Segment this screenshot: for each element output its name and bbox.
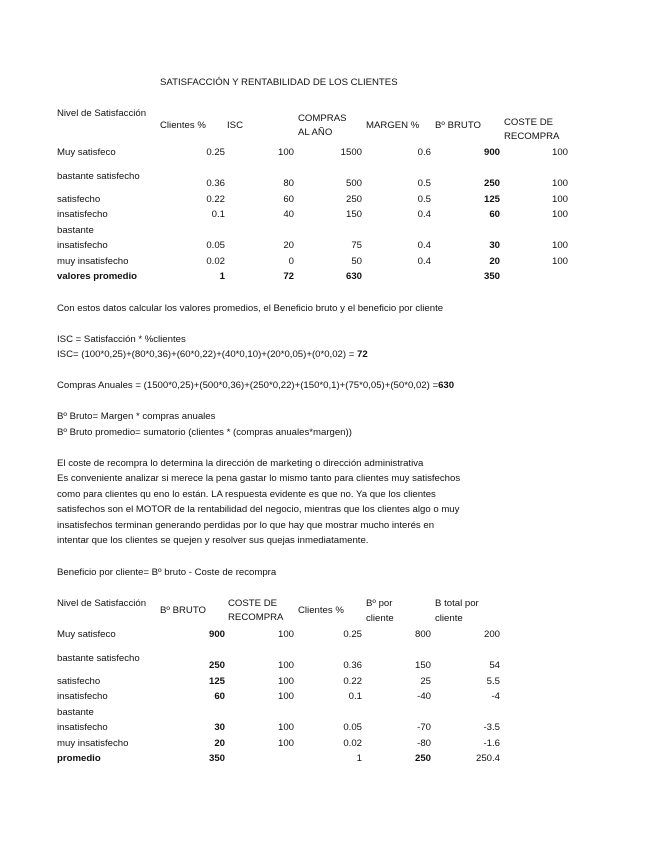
cell-clientes: 0.02: [206, 256, 225, 267]
paragraph-line: insatisfechos terminan generando perdidas por lo que hay que mostrar mucho interés en: [57, 520, 435, 531]
isc-result: 72: [357, 349, 368, 360]
cell-compras: 500: [345, 178, 362, 189]
cell-coste: 100: [277, 660, 294, 671]
cell-margen: 0.4: [417, 240, 431, 251]
paragraph-line: intentar que los clientes se quejen y resolver sus quejas inmediatamente.: [57, 535, 369, 546]
cell-bruto: 125: [208, 676, 225, 687]
row-label-2: insatisfecho: [57, 240, 108, 251]
cell-bpor: 800: [414, 629, 431, 640]
cell-coste: 100: [551, 256, 568, 267]
row-label: Muy satisfeco: [57, 147, 116, 158]
header-compras-2: AL AÑO: [298, 127, 333, 138]
cell-clientes: 1: [356, 753, 362, 764]
header-coste: COSTE DE: [228, 598, 278, 609]
cell-coste: 100: [551, 178, 568, 189]
cell-bruto: 900: [208, 629, 225, 640]
cell-isc: 0: [288, 256, 294, 267]
row-label: promedio: [57, 753, 101, 764]
cell-bruto: 30: [214, 722, 225, 733]
paragraph-line: El coste de recompra lo determina la dirección de marketing o dirección administrativa: [57, 458, 424, 469]
compras-calculation: [57, 380, 454, 391]
cell-btotal: 250.4: [475, 753, 500, 764]
cell-bpor: 150: [414, 660, 431, 671]
paragraph-line: satisfechos son el MOTOR de la rentabilidad del negocio, mientras que los clientes algo o muy: [57, 504, 460, 515]
header-coste-2: RECOMPRA: [228, 612, 284, 623]
isc-calculation: [57, 349, 368, 360]
cell-clientes: 0.36: [343, 660, 362, 671]
header-nivel: Nivel de Satisfacción: [57, 108, 147, 119]
cell-clientes: 0.22: [343, 676, 362, 687]
cell-margen: 0.5: [417, 178, 431, 189]
row-label: insatisfecho: [57, 209, 108, 220]
cell-clientes: 0.1: [211, 209, 225, 220]
cell-clientes: 0.02: [343, 738, 362, 749]
cell-margen: 0.4: [417, 209, 431, 220]
beneficio-formula: Beneficio por cliente= Bº bruto - Coste de recompra: [57, 567, 277, 578]
cell-clientes: 0.22: [206, 194, 225, 205]
header-compras: COMPRAS: [298, 113, 347, 124]
cell-btotal: 5.5: [486, 676, 500, 687]
compras-calc-text: Compras Anuales = (1500*0,25)+(500*0,36)+(250*0,22)+(150*0,1)+(75*0,05)+(50*0,02) =: [57, 380, 439, 391]
cell-compras: 250: [345, 194, 362, 205]
row-label: bastante satisfecho: [57, 653, 140, 664]
cell-bpor: 250: [414, 753, 431, 764]
compras-result: 630: [438, 380, 455, 391]
cell-coste: 100: [277, 722, 294, 733]
row-label: insatisfecho: [57, 691, 108, 702]
cell-isc: 100: [277, 147, 294, 158]
cell-bruto: 20: [214, 738, 225, 749]
header-clientes: Clientes %: [298, 605, 344, 616]
row-label: bastante satisfecho: [57, 171, 140, 182]
cell-bruto: 900: [483, 147, 500, 158]
cell-btotal: -4: [491, 691, 500, 702]
cell-btotal: 54: [489, 660, 500, 671]
paragraph-line: Es conveniente analizar si merece la pena gastar lo mismo tanto para clientes muy satisfechos: [57, 473, 461, 484]
cell-clientes: 1: [219, 271, 225, 282]
cell-bruto: 125: [483, 194, 500, 205]
cell-bruto: 350: [483, 271, 500, 282]
header-isc: ISC: [227, 120, 243, 131]
bruto-formula: Bº Bruto= Margen * compras anuales: [57, 411, 216, 422]
row-label: satisfecho: [57, 194, 101, 205]
cell-bruto: 60: [489, 209, 500, 220]
header-clientes: Clientes %: [160, 120, 206, 131]
row-label: bastante: [57, 225, 94, 236]
cell-isc: 72: [283, 271, 294, 282]
cell-isc: 80: [283, 178, 294, 189]
cell-coste: 100: [551, 147, 568, 158]
header-margen: MARGEN %: [366, 120, 420, 131]
cell-coste: 100: [277, 676, 294, 687]
header-bruto: Bº BRUTO: [435, 120, 481, 131]
cell-compras: 50: [351, 256, 362, 267]
cell-isc: 60: [283, 194, 294, 205]
cell-clientes: 0.05: [206, 240, 225, 251]
row-label: valores promedio: [57, 271, 137, 282]
bruto-promedio-formula: Bº Bruto promedio= sumatorio (clientes * (compras anuales*margen)): [57, 427, 352, 438]
header-coste-2: RECOMPRA: [504, 131, 560, 142]
header-bruto: Bº BRUTO: [160, 605, 206, 616]
cell-bpor: -40: [417, 691, 431, 702]
cell-clientes: 0.1: [348, 691, 362, 702]
cell-compras: 630: [345, 271, 362, 282]
cell-bruto: 250: [208, 660, 225, 671]
cell-clientes: 0.36: [206, 178, 225, 189]
cell-bpor: 25: [420, 676, 431, 687]
cell-margen: 0.6: [417, 147, 431, 158]
cell-compras: 75: [351, 240, 362, 251]
cell-coste: 100: [551, 194, 568, 205]
header-btotal: B total por: [435, 598, 479, 609]
cell-clientes: 0.25: [206, 147, 225, 158]
cell-btotal: -1.6: [483, 738, 500, 749]
header-btotal-2: cliente: [435, 613, 463, 624]
row-label-2: insatisfecho: [57, 722, 108, 733]
cell-coste: 100: [277, 691, 294, 702]
page-title: SATISFACCIÓN Y RENTABILIDAD DE LOS CLIENTES: [160, 77, 398, 88]
header-coste: COSTE DE: [504, 117, 554, 128]
paragraph-line: como para clientes qu eno lo están. LA respuesta evidente es que no. Ya que los clientes: [57, 489, 436, 500]
row-label: Muy satisfeco: [57, 629, 116, 640]
cell-btotal: -3.5: [483, 722, 500, 733]
cell-compras: 150: [345, 209, 362, 220]
cell-clientes: 0.25: [343, 629, 362, 640]
row-label: muy insatisfecho: [57, 256, 129, 267]
cell-bruto: 60: [214, 691, 225, 702]
row-label: bastante: [57, 707, 94, 718]
cell-bpor: -80: [417, 738, 431, 749]
cell-bruto: 30: [489, 240, 500, 251]
cell-coste: 100: [551, 209, 568, 220]
cell-bruto: 350: [208, 753, 225, 764]
cell-bruto: 250: [483, 178, 500, 189]
cell-compras: 1500: [340, 147, 362, 158]
cell-coste: 100: [551, 240, 568, 251]
cell-coste: 100: [277, 738, 294, 749]
cell-coste: 100: [277, 629, 294, 640]
isc-formula: ISC = Satisfacción * %clientes: [57, 334, 186, 345]
cell-btotal: 200: [483, 629, 500, 640]
cell-clientes: 0.05: [343, 722, 362, 733]
instruction-text: Con estos datos calcular los valores promedios, el Beneficio bruto y el beneficio por cliente: [57, 303, 444, 314]
cell-bruto: 20: [489, 256, 500, 267]
cell-isc: 20: [283, 240, 294, 251]
cell-margen: 0.4: [417, 256, 431, 267]
header-bpor-2: cliente: [366, 613, 394, 624]
header-bpor: Bº por: [366, 598, 393, 609]
row-label: satisfecho: [57, 676, 101, 687]
header-nivel: Nivel de Satisfacción: [57, 598, 147, 609]
cell-margen: 0.5: [417, 194, 431, 205]
cell-bpor: -70: [417, 722, 431, 733]
isc-calc-text: ISC= (100*0,25)+(80*0,36)+(60*0,22)+(40*0,10)+(20*0,05)+(0*0,02) =: [57, 349, 355, 360]
row-label: muy insatisfecho: [57, 738, 129, 749]
cell-isc: 40: [283, 209, 294, 220]
